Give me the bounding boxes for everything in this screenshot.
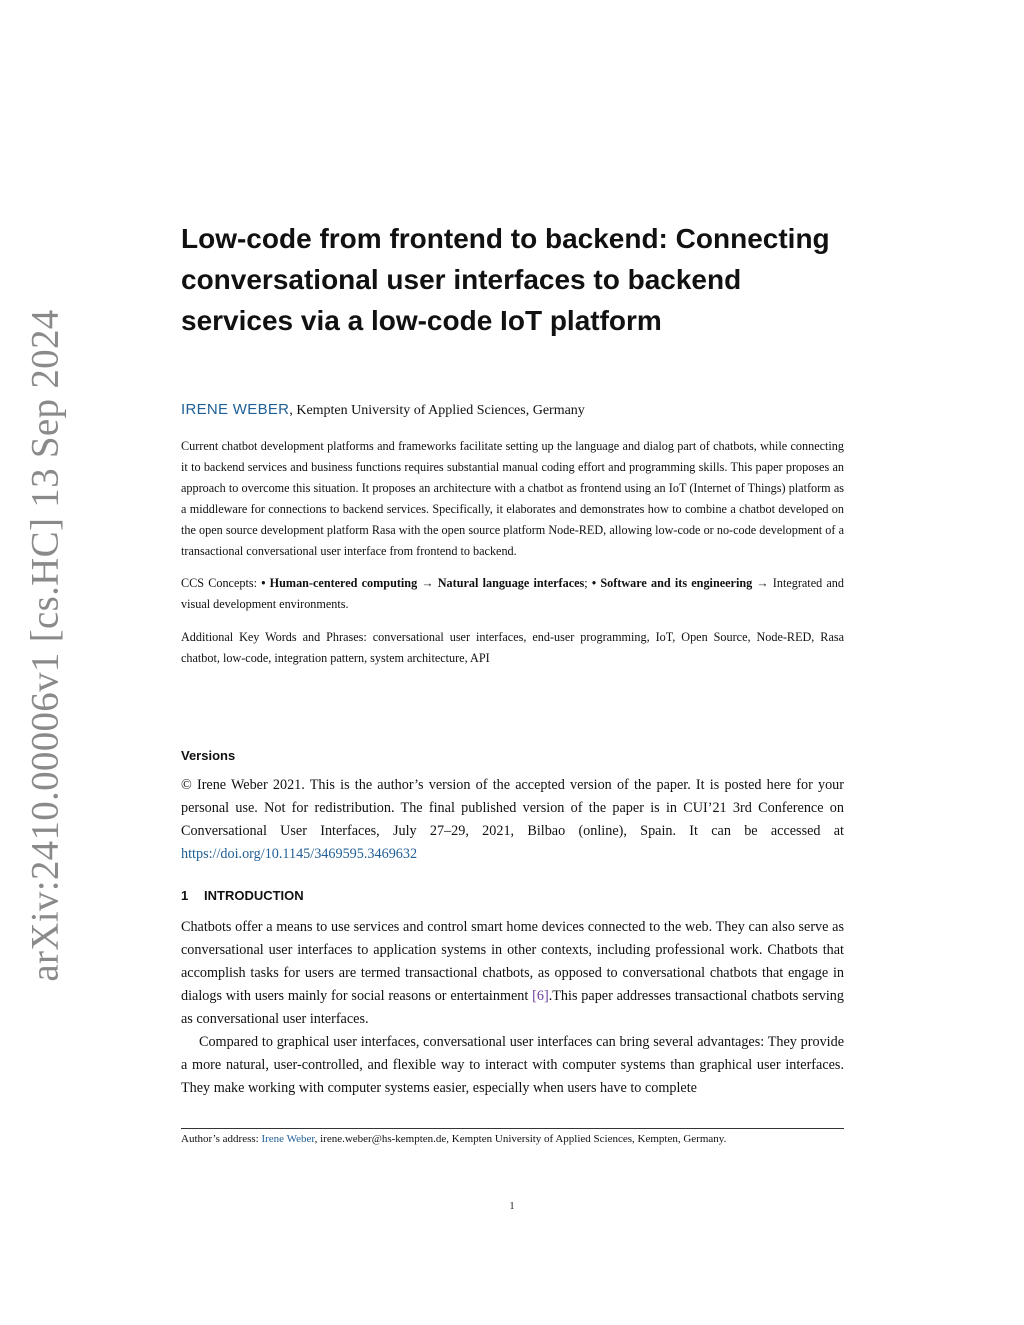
section-number: 1: [181, 888, 189, 903]
arxiv-identifier-text: arXiv:2410.00006v1 [cs.HC] 13 Sep 2024: [23, 308, 67, 982]
ccs-label: CCS Concepts:: [181, 576, 262, 590]
keywords: Additional Key Words and Phrases: conversational user interfaces, end-user programming, IoT, Open Source, Node-RED, Rasa chatbot, low-code, integration pattern, system architecture, API: [181, 630, 844, 665]
versions-paragraph: [181, 774, 844, 866]
doi-link[interactable]: https://doi.org/10.1145/3469595.3469632: [181, 846, 418, 862]
ccs-concept-2: • Software and its engineering →: [591, 576, 769, 590]
ccs-concept-1: • Human-centered computing → Natural language interfaces: [261, 576, 585, 590]
section-title: INTRODUCTION: [204, 888, 304, 903]
ccs-concepts: [181, 573, 844, 615]
paper-body: [181, 218, 844, 1100]
author-name[interactable]: IRENE WEBER: [181, 401, 290, 418]
arxiv-identifier-stamp: [16, 308, 74, 982]
ccs-concept-2-tail: Integrated and visual development environments.: [181, 576, 844, 611]
intro-paragraph-2: Compared to graphical user interfaces, conversational user interfaces can bring several advantages: They provide a more natural, user-controlled, and flexible way to interact with computer systems than graphical user interfaces. They make working with computer systems easier, especially when users have to complete: [181, 1034, 844, 1096]
citation-link[interactable]: [6]: [532, 988, 549, 1004]
intro-p1-text: Chatbots offer a means to use services and control smart home devices connected to the web. They can also serve as conversational user interfaces to application systems in other contexts, including professional work. Chatbots that accomplish tasks for users are termed transactional chatbots, as opposed to conversational chatbots that engage in dialogs with users mainly for social reasons or entertainment: [181, 919, 844, 1004]
introduction-heading: [181, 887, 844, 905]
intro-p1-tail: .This paper addresses transactional chatbots serving as conversational user interfaces.: [181, 988, 844, 1027]
page-number: 1: [509, 1201, 515, 1212]
footnote-text: , irene.weber@hs-kempten.de, Kempten University of Applied Sciences, Kempten, Germany.: [314, 1133, 727, 1145]
footnote-label: Author’s address:: [181, 1133, 262, 1145]
intro-paragraph-1: [181, 916, 844, 1031]
footnote-divider: [181, 1128, 844, 1129]
abstract: Current chatbot development platforms and frameworks facilitate setting up the language and dialog part of chatbots, while connecting it to backend services and business functions requires substantial manual coding effort and programming skills. This paper proposes an approach to overcome this situation. It proposes an architecture with a chatbot as frontend using an IoT (Internet of Things) platform as a middleware for connections to backend services. Specifically, it elaborates and demonstrates how to combine a chatbot developed on the open source development platform Rasa with the open source platform Node-RED, allowing low-code or no-code development of a transactional conversational user interface from frontend to backend.: [181, 439, 844, 558]
versions-text: © Irene Weber 2021. This is the author’s version of the accepted version of the paper. It is posted here for your personal use. Not for redistribution. The final published version of the paper is in CUI’21 3rd Conference on Conversational User Interfaces, July 27–29, 2021, Bilbao (online), Spain. It can be accessed at: [181, 777, 844, 839]
author-affiliation: , Kempten University of Applied Sciences, Germany: [289, 403, 585, 418]
versions-heading: Versions: [181, 748, 236, 763]
paper-title: Low-code from frontend to backend: Connecting conversational user interfaces to backend services via a low-code IoT platform: [181, 223, 830, 336]
author-address-footnote: [181, 1132, 844, 1147]
ccs-separator: ;: [584, 576, 592, 590]
author-line: [181, 401, 844, 420]
footnote-author-link[interactable]: Irene Weber: [261, 1133, 315, 1145]
